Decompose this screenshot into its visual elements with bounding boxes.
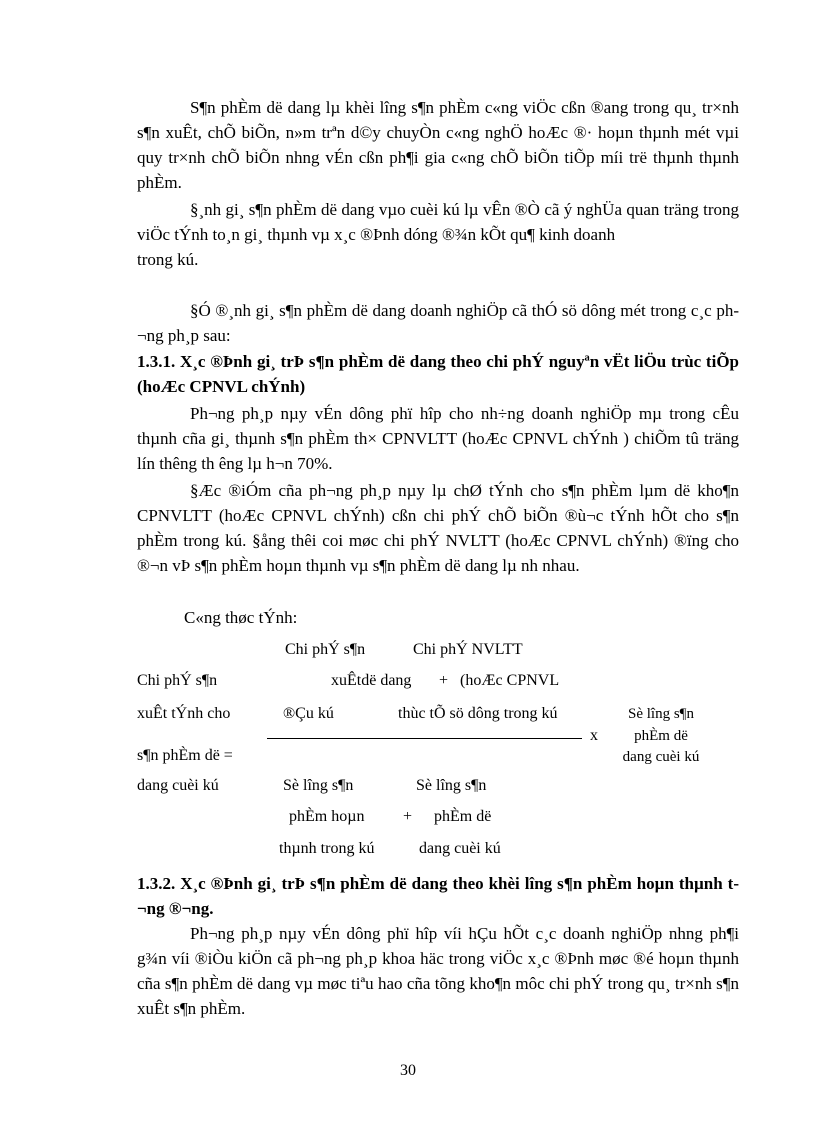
paragraph-method-1-usage: Ph¬ng ph¸p nµy vÉn dông phï hîp cho nh÷ng doanh nghiÖp mµ trong cÊu thµnh cña gi¸ thµnh s¶n phÈm th× CPNVLTT (hoÆc CPNVL chÝnh ) chiÕm tû träng lín thêng th êng lµ h¬n 70%. <box>137 404 739 473</box>
formula-lhs-line-3: s¶n phÈm dë = <box>137 747 233 764</box>
formula-multiply-sign: x <box>590 727 598 744</box>
formula-num-b-line-3: thùc tÕ sö dông trong kú <box>398 705 558 722</box>
paragraph-importance <box>137 197 739 272</box>
paragraph-method-2-usage: Ph¬ng ph¸p nµy vÉn dông phï hîp víi hÇu hÕt c¸c doanh nghiÖp nhng ph¶i g¾n víi ®iÒu kiÖn cã ph¬ng ph¸p khoa häc trong viÖc x¸c ®Þnh møc ®é hoµn thµnh cña s¶n phÈm dë dang vµ møc tiªu hao cña tõng kho¶n môc chi phÝ trong qu¸ tr×nh s¶n xuÊt s¶n phÈm. <box>137 924 739 1018</box>
paragraph-importance-main: §¸nh gi¸ s¶n phÈm dë dang vµo cuèi kú lµ vÊn ®Ò cã ý nghÜa quan träng trong viÖc tÝnh to¸n gi¸ thµnh vµ x¸c ®Þnh dóng ®¾n kÕt qu¶ kinh doanh <box>137 200 739 244</box>
formula-lhs-line-4: dang cuèi kú <box>137 777 219 794</box>
formula-den-b-line-3: dang cuèi kú <box>419 840 501 857</box>
formula-den-a-line-2: phÈm hoµn <box>289 808 365 825</box>
paragraph-formula-label: C«ng thøc tÝnh: <box>184 608 298 627</box>
formula-num-a-line-3: ®Çu kú <box>283 705 334 722</box>
formula-plus-1: + <box>439 672 449 689</box>
formula-num-b-line-3-clip <box>398 704 582 724</box>
formula-plus-2: + <box>403 808 413 825</box>
paragraph-definition: S¶n phÈm dë dang lµ khèi lîng s¶n phÈm c«ng viÖc cßn ®ang trong qu¸ tr×nh s¶n xuÊt, chÕ biÕn, n»m trªn d©y chuyÒn c«ng nghÖ hoÆc ®· hoµn thµnh mét vµi quy tr×nh chÕ biÕn nhng vÉn cßn ph¶i gia c«ng chÕ biÕn tiÕp míi trë thµnh thµnh phÈm. <box>137 98 739 192</box>
formula-num-b-line-1: Chi phÝ NVLTT <box>413 641 523 658</box>
heading-1-3-1: 1.3.1. X¸c ®Þnh gi¸ trÞ s¶n phÈm dë dang theo chi phÝ nguyªn vËt liÖu trùc tiÕp (hoÆc CPNVL chÝnh) <box>137 352 739 396</box>
formula-right-line-1: Sè lîng s¶n <box>628 706 694 722</box>
formula-num-a-line-1: Chi phÝ s¶n <box>285 641 366 658</box>
formula-right-line-2: phÈm dë <box>634 728 688 744</box>
paragraph-methods-intro: §Ó ®¸nh gi¸ s¶n phÈm dë dang doanh nghiÖp cã thÓ sö dông mét trong c¸c ph¬ng ph¸p sau: <box>137 301 739 345</box>
paragraph-importance-tail: trong kú. <box>137 250 199 269</box>
page-number: 30 <box>400 1062 416 1079</box>
formula-num-b-line-2: (hoÆc CPNVL <box>460 672 560 689</box>
formula-fraction-bar <box>267 738 582 739</box>
formula-right-line-3: dang cuèi kú <box>622 749 700 765</box>
formula-lhs-line-2: xuÊt tÝnh cho <box>137 705 231 722</box>
heading-1-3-2: 1.3.2. X¸c ®Þnh gi¸ trÞ s¶n phÈm dë dang theo khèi lîng s¶n phÈm hoµn thµnh t¬ng ®¬ng. <box>137 874 739 918</box>
formula-den-b-line-1: Sè lîng s¶n <box>416 777 487 794</box>
formula-num-a-line-2: xuÊtdë dang <box>331 672 412 689</box>
formula-den-a-line-3: thµnh trong kú <box>279 840 375 857</box>
formula-lhs-line-1: Chi phÝ s¶n <box>137 672 218 689</box>
formula-den-a-line-1: Sè lîng s¶n <box>283 777 354 794</box>
formula-den-b-line-2: phÈm dë <box>434 808 492 825</box>
paragraph-method-1-features: §Æc ®iÓm cña ph¬ng ph¸p nµy lµ chØ tÝnh cho s¶n phÈm lµm dë kho¶n CPNVLTT (hoÆc CPNVL chÝnh) cßn chi phÝ chÕ biÕn ®ù¬c tÝnh hÕt cho s¶n phÈm trong kú. §ång thêi coi møc chi phÝ NVLTT (hoÆc CPNVL chÝnh) ®ïng cho ®¬n vÞ s¶n phÈm hoµn thµnh vµ s¶n phÈm dë dang lµ nh nhau. <box>137 481 739 575</box>
